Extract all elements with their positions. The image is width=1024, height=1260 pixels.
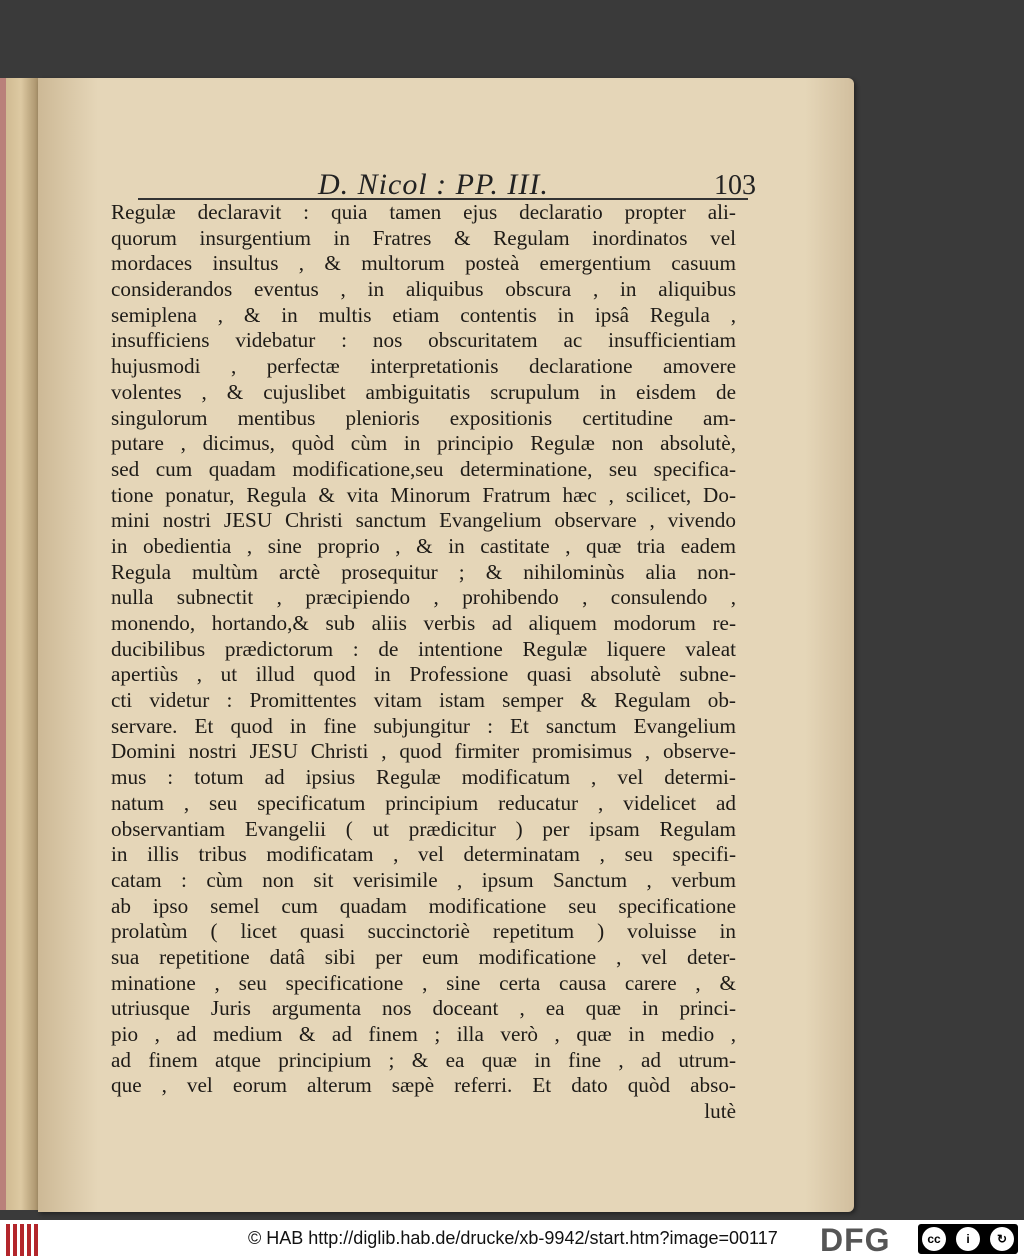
- facing-page-edge: [0, 78, 38, 1210]
- dfg-logo: DFG: [820, 1222, 891, 1258]
- text-line: sua repetitione datâ sibi per eum modificatione , vel deter-: [111, 944, 736, 969]
- text-line: utriusque Juris argumenta nos doceant , ea quæ in princi-: [111, 996, 736, 1021]
- text-line: mus : totum ad ipsius Regulæ modificatum , vel determi-: [111, 765, 736, 790]
- text-line: natum , seu specificatum principium reducatur , videlicet ad: [111, 790, 736, 815]
- cc-license-badge[interactable]: [918, 1224, 1018, 1254]
- hab-logo-icon: [6, 1224, 40, 1256]
- source-link[interactable]: © HAB http://diglib.hab.de/drucke/xb-9942/start.htm?image=00117: [248, 1228, 778, 1248]
- text-line: quorum insurgentium in Fratres & Regulam inordinatos vel: [111, 225, 736, 250]
- footer-bar: [0, 1220, 1024, 1260]
- text-line: putare , dicimus, quòd cùm in principio Regulæ non absolutè,: [111, 431, 736, 456]
- text-line: semiplena , & in multis etiam contentis in ipsâ Regula ,: [111, 302, 736, 327]
- creative-commons-icon: cc: [922, 1227, 946, 1251]
- text-line: Regula multùm arctè prosequitur ; & nihilominùs alia non-: [111, 559, 736, 584]
- text-line: ab ipso semel cum quadam modificatione seu specificatione: [111, 893, 736, 918]
- text-line: minatione , seu specificatione , sine certa causa carere , &: [111, 970, 736, 995]
- text-line: in obedientia , sine proprio , & in castitate , quæ tria eadem: [111, 533, 736, 558]
- text-line: volentes , & cujuslibet ambiguitatis scrupulum in eisdem de: [111, 379, 736, 404]
- body-text: [111, 200, 736, 1125]
- text-line: Regulæ declaravit : quia tamen ejus declaratio propter ali-: [111, 200, 736, 224]
- text-line: pio , ad medium & ad finem ; illa verò , quæ in medio ,: [111, 1022, 736, 1046]
- running-title: D. Nicol : PP. III.: [318, 168, 549, 201]
- text-line: prolatùm ( licet quasi succinctoriè repetitum ) voluisse in: [111, 919, 736, 944]
- text-line: ad finem atque principium ; & ea quæ in fine , ad utrum-: [111, 1047, 736, 1072]
- text-line: in illis tribus modificatam , vel determinatam , seu specifi-: [111, 842, 736, 867]
- text-line: insufficiens videbatur : nos obscuritatem ac insufficientiam: [111, 328, 736, 353]
- text-line: observantiam Evangelii ( ut prædicitur ) per ipsam Regulam: [111, 816, 736, 841]
- text-line: singulorum mentibus plenioris expositionis certitudine am-: [111, 405, 736, 430]
- text-line: Domini nostri JESU Christi , quod firmiter promisimus , observe-: [111, 739, 736, 764]
- text-line: lutè: [704, 1099, 736, 1124]
- text-line: servare. Et quod in fine subjungitur : Et sanctum Evangelium: [111, 713, 736, 738]
- page-number: 103: [714, 170, 756, 201]
- text-line: mini nostri JESU Christi sanctum Evangelium observare , vivendo: [111, 508, 736, 533]
- text-line: considerandos eventus , in aliquibus obscura , in aliquibus: [111, 277, 736, 302]
- book-page: [38, 78, 854, 1212]
- text-line: monendo, hortando,& sub aliis verbis ad aliquem modorum re-: [111, 611, 736, 635]
- text-line: tione ponatur, Regula & vita Minorum Fratrum hæc , scilicet, Do-: [111, 482, 736, 507]
- text-line: apertiùs , ut illud quod in Professione quasi absolutè subne-: [111, 662, 736, 687]
- text-line: mordaces insultus , & multorum posteà emergentium casuum: [111, 251, 736, 276]
- text-line: sed cum quadam modificatione,seu determinatione, seu specifica-: [111, 456, 736, 481]
- text-line: nulla subnectit , præcipiendo , prohibendo , consulendo ,: [111, 585, 736, 610]
- text-line: que , vel eorum alterum sæpè referri. Et dato quòd abso-: [111, 1073, 736, 1098]
- text-line: catam : cùm non sit verisimile , ipsum Sanctum , verbum: [111, 867, 736, 892]
- share-alike-icon: ↻: [990, 1227, 1014, 1251]
- attribution-icon: i: [956, 1227, 980, 1251]
- page-header: [138, 168, 756, 201]
- text-line: hujusmodi , perfectæ interpretationis declaratione amovere: [111, 354, 736, 379]
- text-line: ducibilibus prædictorum : de intentione Regulæ liquere valeat: [111, 636, 736, 661]
- text-line: cti videtur : Promittentes vitam istam semper & Regulam ob-: [111, 688, 736, 713]
